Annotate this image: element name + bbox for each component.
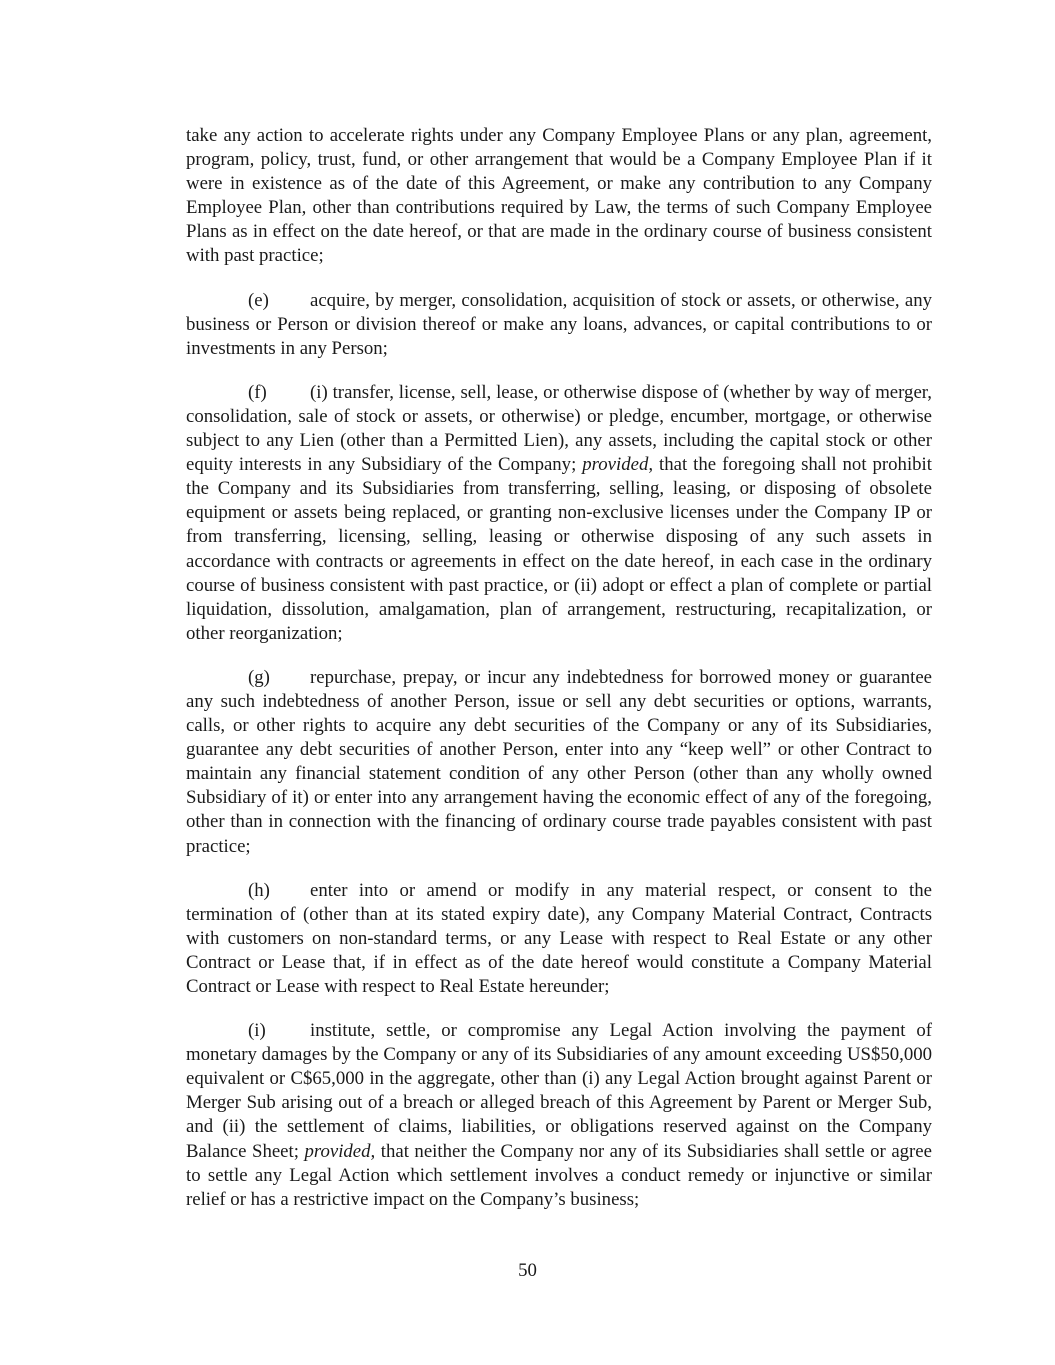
clause-label-h: (h) <box>248 879 270 901</box>
page-number: 50 <box>518 1260 537 1281</box>
paragraph-f-text-before: (i) transfer, license, sell, lease, or otherwise dispose of (whether by way of merger, consolidation, sale of stock or assets, or otherwise) or pledge, encumber, mortgage, or otherwise subject to any Lien (other than a Permitted Lien), any assets, including the capital stock or other equity interests in any Subsidiary of the Company; <box>186 381 932 476</box>
clause-label-e: (e) <box>248 289 269 311</box>
paragraph-i-text-after: that neither the Company nor any of its Subsidiaries shall settle or agree to settle any Legal Action which settlement involves a conduct remedy or injunctive or similar relief or has a restrictive impact on the Company’s business; <box>186 1140 932 1210</box>
clause-label-i: (i) <box>248 1020 266 1042</box>
paragraph-g-text: repurchase, prepay, or incur any indebtedness for borrowed money or guarantee any such indebtedness of another Person, issue or sell any debt securities or options, warrants, calls, or other rights to acquire any debt securities of the Company or any of its Subsidiaries, guarantee any debt securities of another Person, enter into any “keep well” or other Contract to maintain any financial statement condition of any other Person (other than any wholly owned Subsidiary of it) or enter into any arrangement having the economic effect of any of the foregoing, other than in connection with the financing of ordinary course trade payables consistent with past practice; <box>186 666 932 857</box>
paragraph-e-text: acquire, by merger, consolidation, acquisition of stock or assets, or otherwise, any business or Person or division thereof or make any loans, advances, or capital contributions to or investments in any Person; <box>186 289 932 359</box>
paragraph-h-text: enter into or amend or modify in any material respect, or consent to the termination of (other than at its stated expiry date), any Company Material Contract, Contracts with customers on non-standard terms, or any Lease with respect to Real Estate or any other Contract or Lease that, if in effect as of the date hereof would constitute a Company Material Contract or Lease with respect to Real Estate hereunder; <box>186 879 932 997</box>
clause-label-g: (g) <box>248 666 270 688</box>
paragraph-d-continuation: take any action to accelerate rights under any Company Employee Plans or any plan, agreement, program, policy, trust, fund, or other arrangement that would be a Company Employee Plan if it were in existence as of the date of this Agreement, or make any contribution to any Company Employee Plan, other than contributions required by Law, the terms of such Company Employee Plans as in effect on the date hereof, or that are made in the ordinary course of business consistent with past practice; <box>186 125 932 267</box>
paragraph-i-emphasis: provided, <box>304 1140 376 1162</box>
paragraph-f-text-after: that the foregoing shall not prohibit the Company and its Subsidiaries from transferring, selling, leasing, or disposing of obsolete equipment or assets being replaced, or granting non-exclusive licenses under the Company IP or from transferring, licensing, selling, leasing or otherwise disposing of any such assets in accordance with contracts or agreements in effect on the date hereof, in each case in the ordinary course of business consistent with past practice, or (ii) adopt or effect a plan of complete or partial liquidation, dissolution, amalgamation, plan of arrangement, restructuring, recapitalization, or other reorganization; <box>186 454 932 644</box>
paragraph-i-text-before: institute, settle, or compromise any Legal Action involving the payment of monetary damages by the Company or any of its Subsidiaries of any amount exceeding US$50,000 equivalent or C$65,000 in the aggregate, other than (i) any Legal Action brought against Parent or Merger Sub arising out of a breach or alleged breach of this Agreement by Parent or Merger Sub, and (ii) the settlement of claims, liabilities, or obligations reserved against on the Company Balance Sheet; <box>186 1020 932 1162</box>
paragraph-h <box>186 879 932 999</box>
paragraph-i <box>186 1019 932 1212</box>
paragraph-f <box>186 381 932 646</box>
paragraph-e <box>186 289 932 361</box>
paragraph-g <box>186 666 932 859</box>
paragraph-f-emphasis: provided, <box>582 454 654 476</box>
document-body <box>186 124 932 1212</box>
clause-label-f: (f) <box>248 381 267 403</box>
